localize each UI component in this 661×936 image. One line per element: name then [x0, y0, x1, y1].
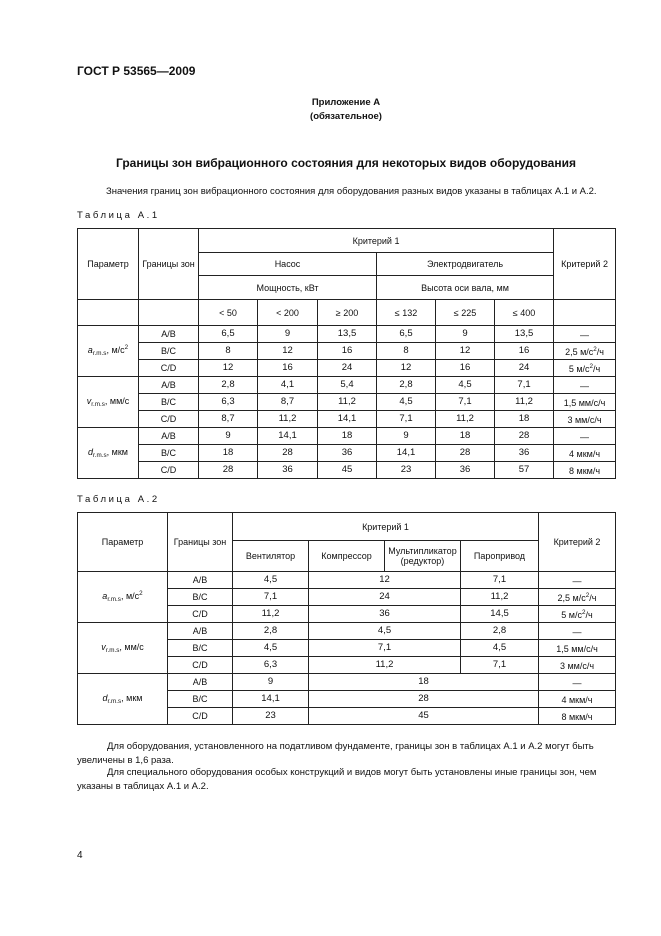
parameter-unit: , м/с — [120, 591, 140, 601]
criterion2-value: 1,5 мм/с/ч — [556, 644, 598, 654]
value-cell: 4,5 — [377, 394, 436, 411]
document-code: ГОСТ Р 53565—2009 — [77, 64, 196, 78]
value-cell: 16 — [258, 360, 318, 377]
steam-drive-value-cell: 7,1 — [461, 572, 539, 589]
t1-criterion1-header: Критерий 1 — [199, 229, 554, 253]
table-row — [78, 394, 616, 411]
parameter-symbol: v — [101, 642, 106, 652]
value-cell: 13,5 — [318, 326, 377, 343]
fan-value-cell: 23 — [233, 708, 309, 725]
t1-axis-height-header: Высота оси вала, мм — [377, 276, 554, 300]
parameter-symbol: a — [102, 591, 108, 601]
intro-paragraph: Значения границ зон вибрационного состояния для оборудования разных видов указаны в таблицах А.1 и А.2. — [106, 186, 597, 197]
table-a1 — [77, 228, 616, 479]
value-cell: 5,4 — [318, 377, 377, 394]
table-row — [78, 360, 616, 377]
criterion2-value: — — [580, 330, 590, 340]
t1-zones-sub-empty — [139, 300, 199, 326]
zone-cell: B/C — [139, 343, 199, 360]
criterion2-value: 8 мкм/ч — [561, 712, 593, 722]
table-row — [78, 428, 616, 445]
parameter-unit: , мкм — [106, 447, 128, 457]
criterion2-tail: /ч — [589, 593, 597, 603]
compressor-multiplier-value-cell: 4,5 — [309, 623, 461, 640]
table-row — [78, 674, 616, 691]
value-cell: 8,7 — [199, 411, 258, 428]
compressor-multiplier-value-cell: 12 — [309, 572, 461, 589]
value-cell: 7,1 — [377, 411, 436, 428]
value-cell: 11,2 — [258, 411, 318, 428]
value-cell: 13,5 — [495, 326, 554, 343]
t1-subheader: ≤ 225 — [436, 300, 495, 326]
value-cell: 9 — [199, 428, 258, 445]
parameter-subscript: r.m.s — [107, 596, 121, 603]
zone-cell: B/C — [168, 640, 233, 657]
value-cell: 28 — [436, 445, 495, 462]
parameter-cell — [78, 428, 139, 479]
zone-cell: A/B — [168, 623, 233, 640]
value-cell: 24 — [495, 360, 554, 377]
criterion2-cell — [554, 360, 616, 377]
criterion2-value: — — [572, 678, 582, 688]
criterion2-cell — [539, 640, 616, 657]
table-a2-caption: Таблица А.2 — [77, 494, 160, 505]
t2-zones-header: Границы зон — [168, 513, 233, 572]
parameter-symbol: d — [102, 693, 108, 703]
t1-param-header: Параметр — [78, 229, 139, 300]
steam-drive-value-cell: 11,2 — [461, 589, 539, 606]
zone-cell: C/D — [168, 708, 233, 725]
criterion2-value: — — [580, 432, 590, 442]
value-cell: 7,1 — [436, 394, 495, 411]
criterion2-value: — — [572, 576, 582, 586]
t1-subheader: ≥ 200 — [318, 300, 377, 326]
value-cell: 12 — [258, 343, 318, 360]
steam-drive-value-cell: 14,5 — [461, 606, 539, 623]
appendix-status: (обязательное) — [310, 111, 382, 122]
value-cell: 16 — [495, 343, 554, 360]
criterion2-value: 4 мкм/ч — [561, 695, 593, 705]
criterion2-cell — [554, 326, 616, 343]
parameter-subscript: r.m.s — [91, 401, 105, 408]
criterion2-value: 1,5 мм/с/ч — [563, 398, 606, 408]
parameter-cell — [78, 623, 168, 674]
parameter-symbol: v — [86, 396, 92, 406]
value-cell: 36 — [495, 445, 554, 462]
value-cell: 6,5 — [199, 326, 258, 343]
value-cell: 18 — [199, 445, 258, 462]
compressor-multiplier-value-cell: 24 — [309, 589, 461, 606]
value-cell: 36 — [318, 445, 377, 462]
fan-value-cell: 9 — [233, 674, 309, 691]
steam-drive-value-cell: 4,5 — [461, 640, 539, 657]
note-paragraph-2: Для специального оборудования особых конструкций и видов могут быть установлены иные границы зон, чем указаны в таблицах А.1 и А.2. — [77, 767, 597, 792]
value-cell: 6,3 — [199, 394, 258, 411]
parameter-subscript: r.m.s — [92, 350, 107, 357]
fan-value-cell: 6,3 — [233, 657, 309, 674]
criterion2-cell — [539, 708, 616, 725]
t1-subheader: ≤ 400 — [495, 300, 554, 326]
zone-cell: C/D — [139, 360, 199, 377]
merged-value-cell: 45 — [309, 708, 539, 725]
criterion2-power: 2 — [593, 346, 597, 353]
criterion2-value: 3 мм/с/ч — [559, 661, 595, 671]
criterion2-value: — — [572, 627, 582, 637]
t1-criterion2-header: Критерий 2 — [554, 229, 616, 300]
value-cell: 23 — [377, 462, 436, 479]
value-cell: 36 — [436, 462, 495, 479]
t2-criterion2-header: Критерий 2 — [539, 513, 616, 572]
t2-multiplier-header: Мультипликатор (редуктор) — [385, 541, 461, 572]
zone-cell: A/B — [139, 326, 199, 343]
table-row — [78, 445, 616, 462]
value-cell: 18 — [318, 428, 377, 445]
criterion2-value: 8 мкм/ч — [569, 466, 601, 476]
table-a1-caption: Таблица А.1 — [77, 210, 160, 221]
value-cell: 9 — [377, 428, 436, 445]
fan-value-cell: 4,5 — [233, 572, 309, 589]
parameter-subscript: r.m.s — [107, 698, 122, 705]
fan-value-cell: 7,1 — [233, 589, 309, 606]
table-row — [78, 572, 616, 589]
table-row — [78, 411, 616, 428]
compressor-multiplier-value-cell: 36 — [309, 606, 461, 623]
value-cell: 12 — [436, 343, 495, 360]
criterion2-tail: /ч — [585, 610, 593, 620]
t2-criterion1-header: Критерий 1 — [233, 513, 539, 541]
t2-fan-header: Вентилятор — [233, 541, 309, 572]
parameter-unit-power: 2 — [124, 344, 129, 351]
t2-param-header: Параметр — [78, 513, 168, 572]
parameter-symbol: a — [87, 345, 93, 355]
value-cell: 7,1 — [495, 377, 554, 394]
section-heading: Границы зон вибрационного состояния для некоторых видов оборудования — [116, 156, 576, 170]
zone-cell: A/B — [168, 674, 233, 691]
t1-power-header: Мощность, кВт — [199, 276, 377, 300]
criterion2-cell — [539, 691, 616, 708]
t1-subheader: < 50 — [199, 300, 258, 326]
appendix-label — [0, 96, 661, 124]
criterion2-value: 5 м/с — [568, 364, 590, 374]
criterion2-cell — [554, 411, 616, 428]
criterion2-cell — [539, 589, 616, 606]
criterion2-cell — [554, 343, 616, 360]
value-cell: 4,5 — [436, 377, 495, 394]
merged-value-cell: 28 — [309, 691, 539, 708]
parameter-unit: , мм/с — [119, 642, 144, 652]
note-paragraph-1: Для оборудования, установленного на податливом фундаменте, границы зон в таблицах А.1 и А.2 могут быть увеличены в 1,6 раза. — [77, 741, 594, 766]
criterion2-tail: /ч — [596, 347, 604, 357]
parameter-unit: , мм/с — [104, 396, 130, 406]
t1-motor-header: Электродвигатель — [377, 253, 554, 276]
value-cell: 9 — [436, 326, 495, 343]
criterion2-value: — — [580, 381, 590, 391]
value-cell: 28 — [258, 445, 318, 462]
parameter-cell — [78, 572, 168, 623]
value-cell: 16 — [318, 343, 377, 360]
appendix-title: Приложение А — [311, 97, 381, 108]
table-row — [78, 462, 616, 479]
value-cell: 2,8 — [377, 377, 436, 394]
value-cell: 2,8 — [199, 377, 258, 394]
criterion2-cell — [554, 445, 616, 462]
value-cell: 12 — [199, 360, 258, 377]
criterion2-cell — [539, 657, 616, 674]
t2-steam-drive-header: Паропривод — [461, 541, 539, 572]
parameter-symbol: d — [88, 447, 94, 457]
zone-cell: B/C — [168, 691, 233, 708]
criterion2-value: 3 мм/с/ч — [567, 415, 602, 425]
value-cell: 36 — [258, 462, 318, 479]
t1-subheader: ≤ 132 — [377, 300, 436, 326]
parameter-cell — [78, 674, 168, 725]
criterion2-value: 5 м/с — [561, 610, 582, 620]
compressor-multiplier-value-cell: 7,1 — [309, 640, 461, 657]
zone-cell: A/B — [139, 377, 199, 394]
t1-pump-header: Насос — [199, 253, 377, 276]
criterion2-cell — [554, 462, 616, 479]
value-cell: 57 — [495, 462, 554, 479]
zone-cell: B/C — [168, 589, 233, 606]
value-cell: 11,2 — [318, 394, 377, 411]
criterion2-cell — [539, 606, 616, 623]
value-cell: 16 — [436, 360, 495, 377]
value-cell: 9 — [258, 326, 318, 343]
value-cell: 45 — [318, 462, 377, 479]
value-cell: 28 — [495, 428, 554, 445]
value-cell: 8,7 — [258, 394, 318, 411]
value-cell: 14,1 — [377, 445, 436, 462]
table-a2 — [77, 512, 616, 725]
fan-value-cell: 14,1 — [233, 691, 309, 708]
value-cell: 18 — [436, 428, 495, 445]
table-row — [78, 326, 616, 343]
zone-cell: B/C — [139, 445, 199, 462]
criterion2-cell — [554, 377, 616, 394]
criterion2-power: 2 — [585, 592, 590, 599]
t1-zones-header: Границы зон — [139, 229, 199, 300]
table-row — [78, 377, 616, 394]
zone-cell: B/C — [139, 394, 199, 411]
value-cell: 6,5 — [377, 326, 436, 343]
criterion2-cell — [554, 428, 616, 445]
value-cell: 11,2 — [495, 394, 554, 411]
zone-cell: C/D — [139, 411, 199, 428]
table-row — [78, 623, 616, 640]
criterion2-value: 2,5 м/с — [557, 593, 586, 603]
criterion2-cell — [539, 674, 616, 691]
value-cell: 28 — [199, 462, 258, 479]
t1-param-sub-empty — [78, 300, 139, 326]
fan-value-cell: 4,5 — [233, 640, 309, 657]
criterion2-cell — [539, 623, 616, 640]
zone-cell: A/B — [168, 572, 233, 589]
parameter-unit: , мкм — [121, 693, 143, 703]
value-cell: 18 — [495, 411, 554, 428]
steam-drive-value-cell: 7,1 — [461, 657, 539, 674]
value-cell: 12 — [377, 360, 436, 377]
criterion2-power: 2 — [581, 609, 586, 616]
value-cell: 24 — [318, 360, 377, 377]
compressor-multiplier-value-cell: 11,2 — [309, 657, 461, 674]
value-cell: 11,2 — [436, 411, 495, 428]
parameter-subscript: r.m.s — [105, 647, 120, 654]
zone-cell: C/D — [168, 657, 233, 674]
value-cell: 8 — [199, 343, 258, 360]
value-cell: 8 — [377, 343, 436, 360]
zone-cell: A/B — [139, 428, 199, 445]
criterion2-cell — [539, 572, 616, 589]
steam-drive-value-cell: 2,8 — [461, 623, 539, 640]
value-cell: 4,1 — [258, 377, 318, 394]
page-number: 4 — [77, 850, 83, 861]
fan-value-cell: 11,2 — [233, 606, 309, 623]
criterion2-cell — [554, 394, 616, 411]
parameter-cell — [78, 377, 139, 428]
criterion2-value: 4 мкм/ч — [569, 449, 601, 459]
parameter-unit: , м/с — [106, 345, 125, 355]
t1-criterion2-sub-empty — [554, 300, 616, 326]
value-cell: 14,1 — [258, 428, 318, 445]
parameter-unit-power: 2 — [139, 590, 143, 597]
table-row — [78, 343, 616, 360]
parameter-cell — [78, 326, 139, 377]
merged-value-cell: 18 — [309, 674, 539, 691]
t1-subheader: < 200 — [258, 300, 318, 326]
zone-cell: C/D — [168, 606, 233, 623]
parameter-subscript: r.m.s — [93, 452, 107, 459]
fan-value-cell: 2,8 — [233, 623, 309, 640]
criterion2-tail: /ч — [593, 364, 601, 374]
criterion2-power: 2 — [589, 363, 594, 370]
criterion2-value: 2,5 м/с — [565, 347, 594, 357]
t2-compressor-header: Компрессор — [309, 541, 385, 572]
value-cell: 14,1 — [318, 411, 377, 428]
zone-cell: C/D — [139, 462, 199, 479]
